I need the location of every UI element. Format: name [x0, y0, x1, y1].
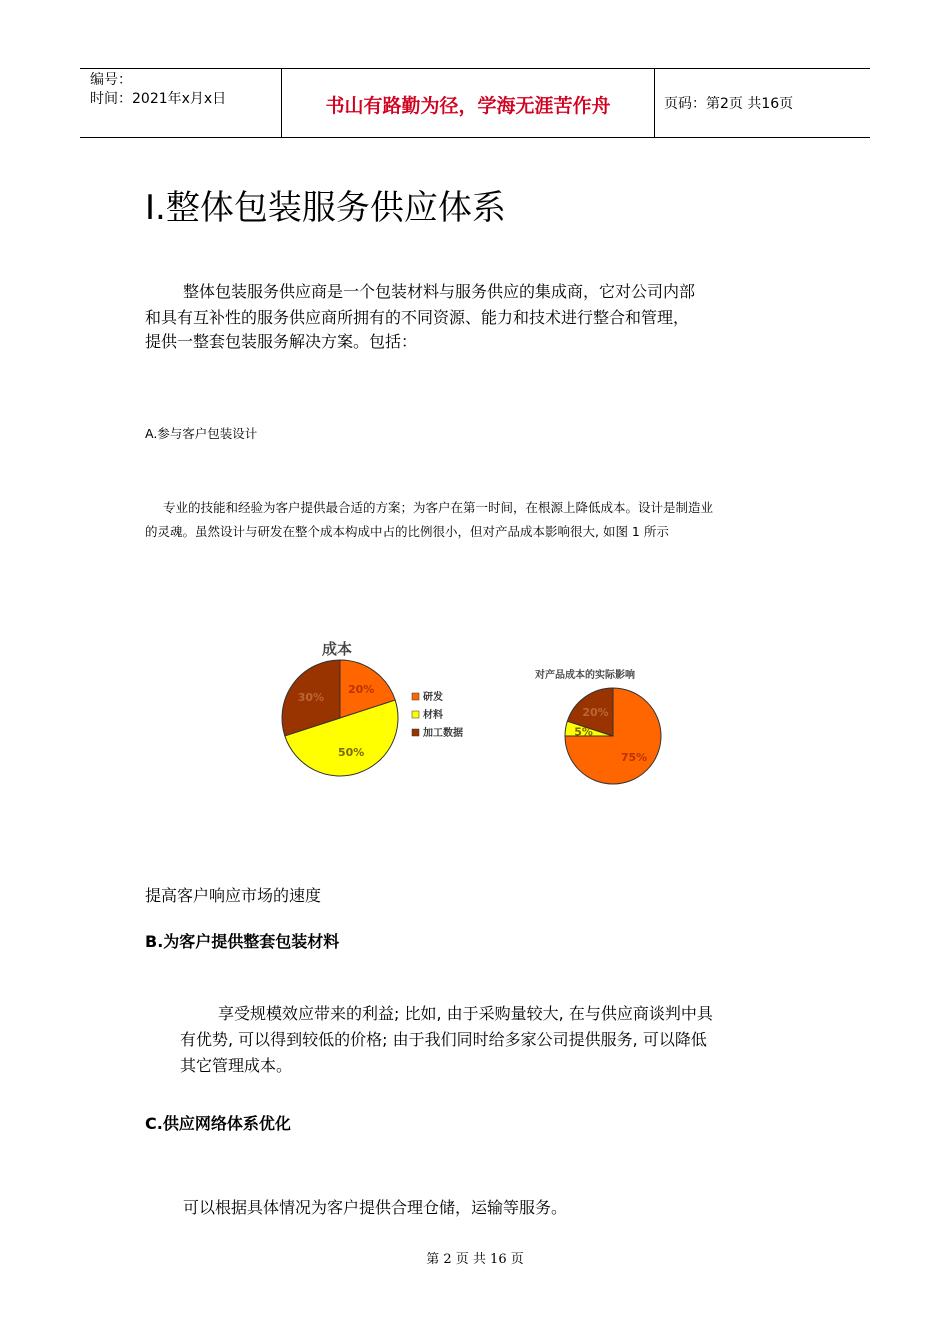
page-footer: 第 2 页 共 16 页: [426, 1252, 524, 1267]
header-motto: 书山有路勤为径，学海无涯苦作舟: [325, 95, 611, 117]
chart-title: 对产品成本的实际影响: [535, 670, 635, 681]
intro-line-3: 提供一整套包装服务解决方案。包括：: [145, 332, 418, 351]
speed-line: 提高客户响应市场的速度: [145, 886, 322, 905]
section-a-heading: A.参与客户包装设计: [145, 426, 258, 441]
slice-label: 20%: [347, 682, 375, 696]
pie-chart-cost: [282, 640, 463, 776]
legend-swatch: [412, 693, 419, 700]
number-label: 编号：: [90, 72, 132, 88]
header-page-info: 页码：第2页 共16页: [664, 96, 794, 112]
slice-label: 75%: [620, 751, 648, 765]
header-left: [90, 71, 226, 109]
pie-chart-impact: [534, 668, 661, 784]
time-label: 时间：2021年x月x日: [90, 91, 227, 107]
legend-swatch: [412, 729, 419, 736]
slice-label: 20%: [582, 705, 609, 719]
section-c-heading: C.供应网络体系优化: [145, 1114, 291, 1133]
legend-swatch: [412, 711, 419, 718]
section-b-line-2: 有优势, 可以得到较低的价格; 由于我们同时给多家公司提供服务, 可以降低: [180, 1030, 707, 1049]
section-c-line-1: 可以根据具体情况为客户提供合理仓储，运输等服务。: [183, 1198, 568, 1217]
chart-title: 成本: [322, 640, 353, 658]
section-a-line-1: 专业的技能和经验为客户提供最合适的方案；为客户在第一时间，在根源上降低成本。设计是制造业: [163, 500, 714, 515]
intro-line-1: 整体包装服务供应商是一个包装材料与服务供应的集成商，它对公司内部: [183, 282, 696, 301]
legend-label: 材料: [423, 710, 443, 721]
section-a-line-2: 的灵魂。虽然设计与研发在整个成本构成中占的比例很小，但对产品成本影响很大, 如图 1 所示: [145, 524, 669, 539]
page-header: [80, 68, 870, 138]
slice-label: 5%: [574, 725, 593, 739]
section-b-line-3: 其它管理成本。: [180, 1056, 293, 1075]
intro-line-2: 和具有互补性的服务供应商所拥有的不同资源、能力和技术进行整合和管理，: [145, 308, 690, 327]
section-b-line-1: 享受规模效应带来的利益; 比如, 由于采购量较大, 在与供应商谈判中具: [218, 1004, 713, 1023]
slice-label: 50%: [337, 746, 365, 760]
page-title: I.整体包装服务供应体系: [145, 188, 506, 228]
legend-label: 加工数据: [423, 728, 463, 739]
header-divider: [654, 69, 655, 137]
section-b-heading: B.为客户提供整套包装材料: [145, 932, 340, 951]
slice-label: 30%: [297, 690, 325, 704]
legend-label: 研发: [423, 692, 443, 703]
pie-charts: [270, 630, 710, 810]
